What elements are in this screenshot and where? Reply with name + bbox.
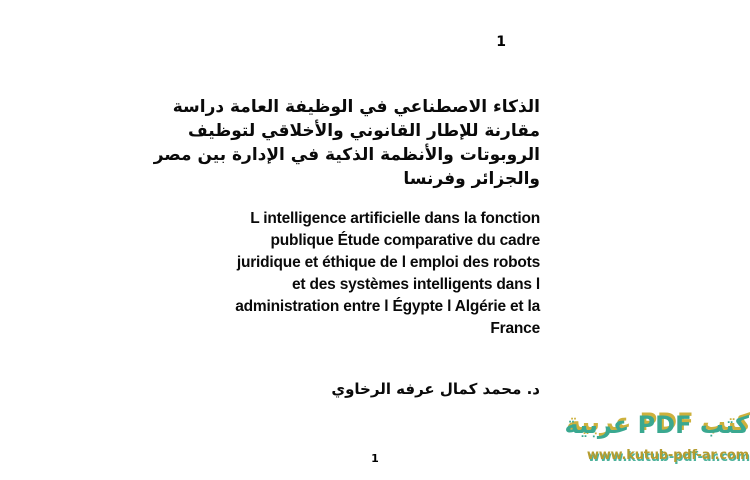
page-number-bottom: 1 <box>371 452 379 465</box>
french-title-line: juridique et éthique de l emploi des robots <box>236 254 540 271</box>
page-number-top: 1 <box>496 34 506 50</box>
french-title-line: France <box>490 320 540 337</box>
watermark-url: www.kutub-pdf-ar.com <box>586 448 749 463</box>
arabic-title-line: مقارنة للإطار القانوني والأخلاقي لتوظيف <box>188 121 540 141</box>
arabic-title-line: الذكاء الاصطناعي في الوظيفة العامة دراسة <box>172 97 540 117</box>
french-title-block <box>120 208 540 340</box>
author-name: د. محمد كمال عرفه الرخاوي <box>331 380 540 398</box>
site-watermark <box>564 406 750 465</box>
watermark-brand-text: كتب PDF عربية <box>564 411 749 439</box>
french-title-line: publique Étude comparative du cadre <box>270 232 540 249</box>
french-title-line: et des systèmes intelligents dans l <box>292 276 540 293</box>
arabic-title-line: والجزائر وفرنسا <box>403 169 540 189</box>
french-title-line: administration entre l Égypte l Algérie et la <box>235 298 540 315</box>
french-title-line: L intelligence artificielle dans la fonction <box>250 210 540 227</box>
arabic-title-block <box>140 95 540 191</box>
arabic-title-line: الروبوتات والأنظمة الذكية في الإدارة بين مصر <box>153 145 540 165</box>
